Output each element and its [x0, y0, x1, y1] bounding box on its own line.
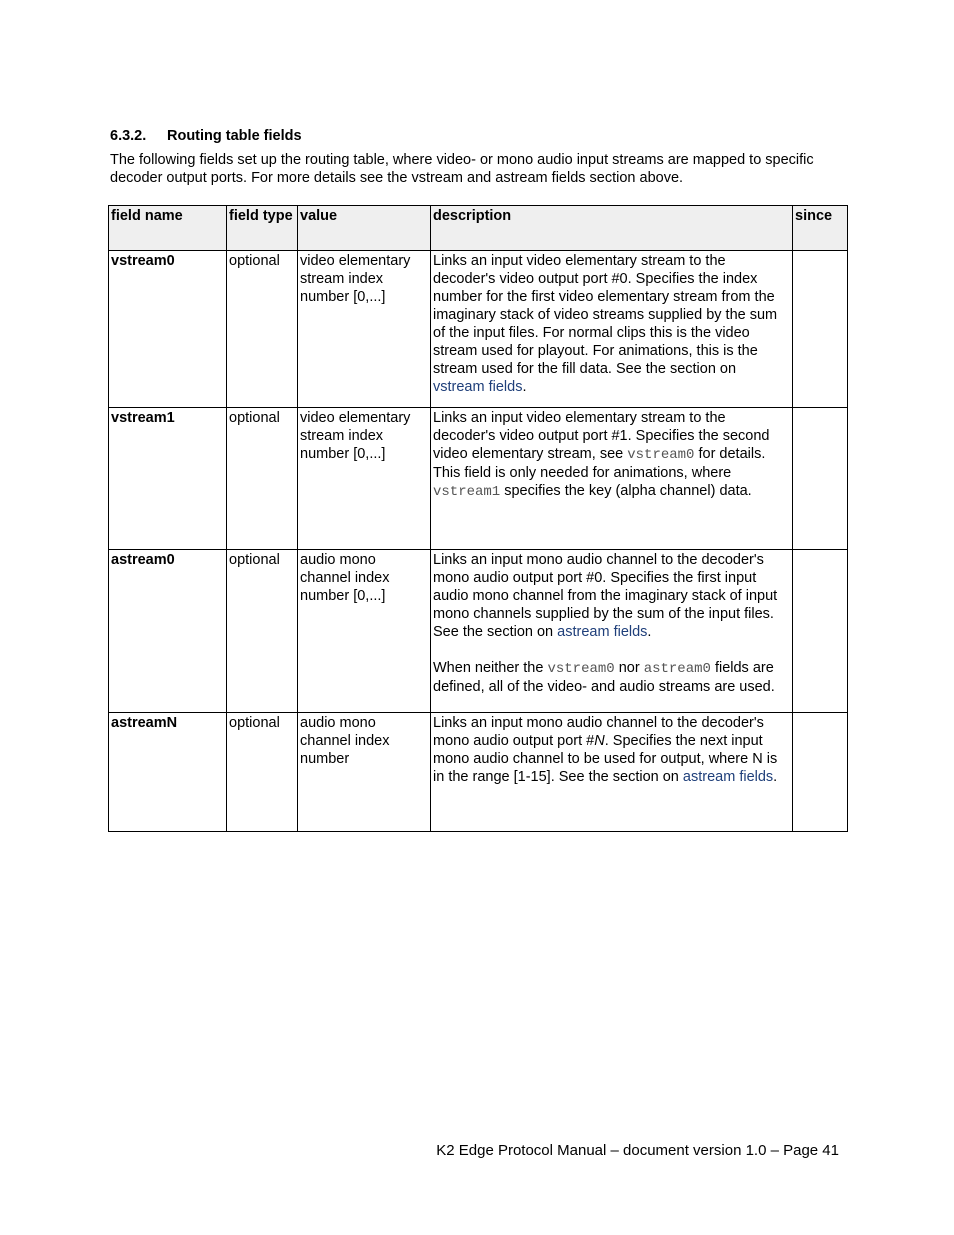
description-text: .: [647, 624, 652, 640]
description-text: for details. This field is only needed for animations, where: [433, 446, 766, 481]
description-clip: [433, 551, 790, 712]
field-name-cell: astream0: [109, 550, 227, 713]
section-heading: [110, 128, 302, 144]
description-cell: [431, 713, 793, 832]
description-cell: [431, 251, 793, 408]
section-number: 6.3.2.: [110, 128, 147, 144]
description-cell: [431, 408, 793, 550]
code-astream0: astream0: [643, 661, 711, 677]
description-text: When neither the: [433, 660, 548, 676]
value-cell: video elementary stream index number [0,...]: [298, 408, 431, 550]
description-paragraph: [433, 659, 790, 696]
field-name-cell: vstream0: [109, 251, 227, 408]
code-vstream1: vstream1: [433, 484, 501, 500]
description-text: .: [522, 379, 527, 395]
table-row: [109, 713, 848, 832]
intro-paragraph: The following fields set up the routing table, where video- or mono audio input streams are mapped to specific decoder output ports. For more details see the vstream and astream fields section above.: [110, 152, 814, 186]
field-name-cell: astreamN: [109, 713, 227, 832]
since-cell: [793, 408, 848, 550]
description-text: specifies the key (alpha channel) data.: [500, 483, 752, 499]
code-vstream0: vstream0: [547, 661, 615, 677]
header-value: value: [298, 206, 431, 251]
since-cell: [793, 550, 848, 713]
table-row: [109, 251, 848, 408]
description-text: .: [773, 769, 778, 785]
field-type-cell: optional: [227, 550, 298, 713]
field-type-cell: optional: [227, 713, 298, 832]
description-text: . Specifies the next input mono audio channel to be used for output, where N is in the range [1-15]. See the section on: [433, 733, 778, 785]
description-paragraph: [433, 551, 790, 641]
description-text: nor: [614, 660, 644, 676]
table-row: [109, 408, 848, 550]
value-cell: video elementary stream index number [0,...]: [298, 251, 431, 408]
header-field-type: field type: [227, 206, 298, 251]
field-type-cell: optional: [227, 251, 298, 408]
description-text: Links an input video elementary stream to the decoder's video output port #1. Specifies the second video elementary stream, see: [433, 410, 770, 462]
description-text: Links an input mono audio channel to the decoder's mono audio output port #0. Specifies the first input audio mono channel from the imaginary stack of input mono channels supplied by the sum of the input files. See the section on: [433, 552, 778, 640]
astream-fields-link[interactable]: astream fields: [557, 624, 648, 640]
value-cell: audio mono channel index number [0,...]: [298, 550, 431, 713]
description-text: Links an input video elementary stream to the decoder's video output port #0. Specifies the index number for the first video elementary stream from the imaginary stack of video streams supplied by the sum of the input files. For normal clips this is the video stream used for playout. For animations, this is the stream used for the fill data. See the section on: [433, 253, 778, 377]
astream-fields-link[interactable]: astream fields: [682, 769, 774, 785]
field-type-cell: optional: [227, 408, 298, 550]
value-cell: audio mono channel index number: [298, 713, 431, 832]
table-row: [109, 550, 848, 713]
description-italic-n: N: [594, 733, 605, 749]
description-text: Links an input mono audio channel to the decoder's mono audio output port #: [433, 715, 764, 749]
routing-table: [108, 205, 848, 832]
description-cell: [431, 550, 793, 713]
header-field-name: field name: [109, 206, 227, 251]
header-description: description: [431, 206, 793, 251]
vstream-fields-link[interactable]: vstream fields: [433, 379, 523, 395]
field-name-cell: vstream1: [109, 408, 227, 550]
since-cell: [793, 251, 848, 408]
table-header-row: [109, 206, 848, 251]
description-text: fields are defined, all of the video- and audio streams are used.: [433, 660, 775, 695]
page-footer: K2 Edge Protocol Manual – document version 1.0 – Page 41: [436, 1142, 839, 1159]
section-title: Routing table fields: [167, 128, 302, 144]
since-cell: [793, 713, 848, 832]
code-vstream0: vstream0: [627, 447, 695, 463]
header-since: since: [793, 206, 848, 251]
